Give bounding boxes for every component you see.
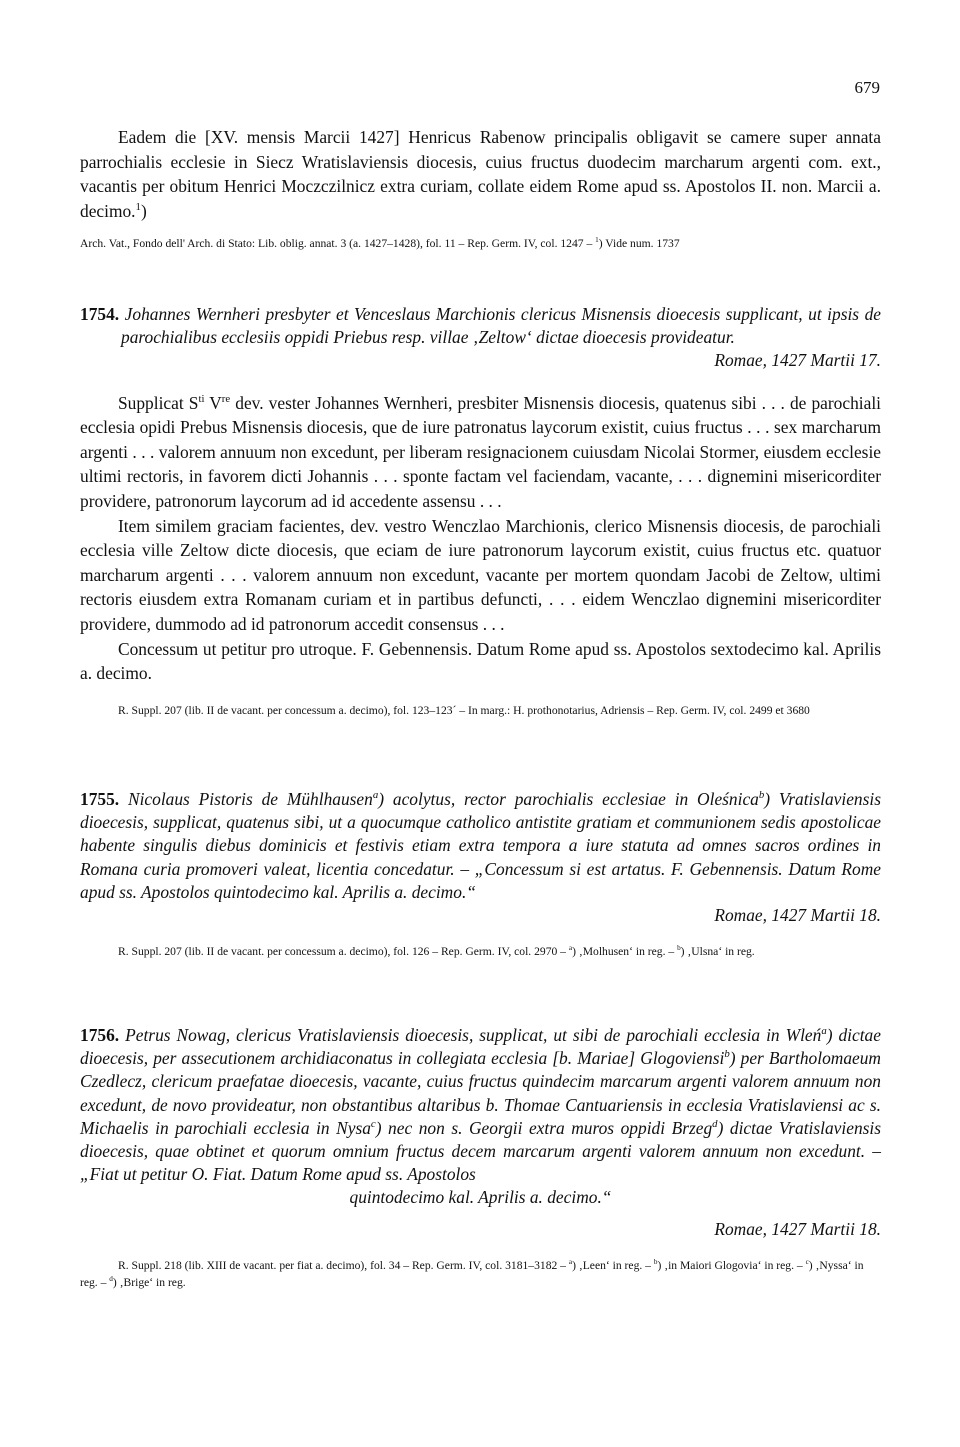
page-number: 679 xyxy=(854,78,880,97)
text-segment: ) ‚in Maiori Glogovia‘ in reg. – xyxy=(657,1258,806,1272)
footnote-marker: d xyxy=(712,1118,718,1131)
text-segment: dev. vester Johannes Wernheri, presbiter Misnensis diocesis, quatenus sibi . . . de parochiali ecclesia opidi Prebus Misnensis diocesis, que de iure patronatus laycorum existit, cuius fructus . . . sex marcharum argenti . . . valorem annuum non excedunt, per liberam resignacionem cuiusdam Nicolai Stormer, eiusdem ecclesie ultimi rectoris, in favorem dicti Johannis . . . sponte factam vel faciendam, vacante, . . . dignemini misericorditer providere, patronorum laycorum ad id accedente assensu . . . xyxy=(80,392,881,511)
entry-date: Romae, 1427 Martii 18. xyxy=(714,905,881,926)
entry-date: Romae, 1427 Martii 17. xyxy=(714,350,881,371)
footnote-marker: b xyxy=(758,789,765,802)
entry-footnote xyxy=(80,1257,881,1291)
entry-summary: Johannes Wernheri presbyter et Venceslaus Marchionis clericus Misnensis dioecesis supplicant, ut ipsis de parochialibus ecclesiis oppidi Priebus resp. villae ‚Zeltow‘ dictae dioecesis provideatur. xyxy=(121,304,881,348)
footnote-marker: 1 xyxy=(595,236,599,245)
footnote-marker: b xyxy=(677,944,681,953)
text-segment: R. Suppl. 207 (lib. II de vacant. per concessum a. decimo), fol. 126 – Rep. Germ. IV, col. 2970 – xyxy=(118,945,569,959)
footnote-marker: a xyxy=(568,1257,573,1266)
footnote-marker: a xyxy=(372,789,379,802)
superscript: ti xyxy=(198,392,205,405)
intro-footnote xyxy=(80,235,881,252)
text-segment: ) dictae Vratislaviensis dioecesis, quae obtinet et quorum omnium fructus decem marcarum argenti valorem annuum non excedunt. – „Fiat ut petitur O. Fiat. Datum Rome apud ss. Apostolos xyxy=(80,1117,882,1185)
text-segment: V xyxy=(204,392,222,413)
note-text: Arch. Vat., Fondo dell' Arch. di Stato: Lib. oblig. annat. 3 (a. 1427–1428), fol. 11 – Rep. Germ. IV, col. 1247 – xyxy=(80,237,596,251)
supplication-paragraph xyxy=(80,391,881,514)
text-segment: ) nec non s. Georgii extra muros oppidi Brzeg xyxy=(375,1117,713,1138)
text-segment: ) dictae dioecesis, per assecutionem archidiaconatus in collegiata ecclesia [b. Mariae] Glogoviensi xyxy=(80,1025,881,1069)
superscript: re xyxy=(221,392,231,405)
second-grace-paragraph: Item similem graciam facientes, dev. vestro Wenczlao Marchionis, clerico Misnensis diocesis, de parochiali ecclesia ville Zeltow dicte diocesis, que eciam de iure patronorum laycorum existit, cuius fructus etc. quatuor marcharum argenti . . . valorem annuum non excedunt, vacante per mortem quondam Jacobi de Zeltow, ultimi rectoris eiusdem extra Romanam curiam et in partibus defuncti, . . . eidem Wenczlao dignemini misericorditer providere, dummodo ad id patronorum accedit consensus . . . xyxy=(80,515,881,634)
entry-date: Romae, 1427 Martii 18. xyxy=(714,1218,881,1239)
entry-heading xyxy=(80,1024,881,1186)
text-segment: ) ‚Ulsna‘ in reg. xyxy=(680,945,755,959)
text-segment: ) ‚Molhusen‘ in reg. – xyxy=(572,945,678,959)
text-segment: Petrus Nowag, clericus Vratislaviensis dioecesis, supplicat, ut sibi de parochiali ecclesia in Wleń xyxy=(125,1025,822,1045)
footnote-marker: b xyxy=(724,1048,730,1061)
text-segment: ) ‚Nyssa‘ in reg. – xyxy=(80,1258,864,1289)
text-segment: R. Suppl. 218 (lib. XIII de vacant. per fiat a. decimo), fol. 34 – Rep. Germ. IV, col. 3181–3182 – xyxy=(118,1258,569,1272)
text-segment: Nicolaus Pistoris de Mühlhausen xyxy=(127,789,373,809)
text-segment: Supplicat S xyxy=(118,392,199,413)
entry-heading xyxy=(80,788,881,904)
footnote-marker: a xyxy=(821,1025,827,1038)
note-text-end: ) Vide num. 1737 xyxy=(598,237,680,251)
entry-number: 1754. xyxy=(80,304,120,324)
text-segment: ) ‚Leen‘ in reg. – xyxy=(572,1258,654,1272)
footnote-marker: d xyxy=(109,1274,113,1283)
entry-1755 xyxy=(80,788,881,960)
text-segment: ) ‚Brige‘ in reg. xyxy=(112,1275,186,1289)
footnote-marker: b xyxy=(653,1257,658,1266)
intro-text: Eadem die [XV. mensis Marcii 1427] Henricus Rabenow principalis obligavit se camere super annata parrochialis ecclesie in Siecz Wratislaviensis diocesis, cuius fructus duodecim marcharum argenti com. ext., vacantis per obitum Henrici Moczczilnicz extra curiam, collate eidem Rome apud ss. Apostolos II. non. Marcii a. decimo. xyxy=(80,127,881,221)
footnote-marker: c xyxy=(370,1118,376,1131)
intro-paragraph xyxy=(80,125,881,223)
intro-entry xyxy=(80,125,881,252)
footnote-marker: 1 xyxy=(135,200,141,213)
text-segment: ) per Bartholomaeum Czedlecz, clericum praefatae dioecesis, vacante, cuius fructus quindecim marcarum argenti valorem annuum non excedunt, de novo provideatur, non obstantibus altaribus b. Thomae Cantuariensis in ecclesia Vratislaviensi ac s. Michaelis in parochiali ecclesia in Nysa xyxy=(80,1048,881,1138)
entry-heading xyxy=(80,303,881,349)
entry-number: 1756. xyxy=(80,1025,120,1045)
heading-last-line: quintodecimo kal. Aprilis a. decimo.“ xyxy=(349,1187,612,1208)
entry-1754 xyxy=(80,303,881,719)
text-segment: ) acolytus, rector parochialis ecclesiae in Oleśnica xyxy=(378,789,759,809)
entry-number: 1755. xyxy=(80,789,120,809)
footnote-marker: c xyxy=(805,1257,809,1266)
text-segment: ) Vratislaviensis dioecesis, supplicat, quatenus sibi, ut a quocumque catholico antistite gratiam et communionem sedis apostolicae habente singulis diebus dominicis et festivis etiam extra tempora a iure statuta ad omnes sacros ordines in Romana curia promoveri valeat, licentia concedatur. – „Concessum si est artatus. F. Gebennensis. Datum Rome apud ss. Apostolos quintodecimo kal. Aprilis a. decimo.“ xyxy=(80,789,881,902)
entry-1756 xyxy=(80,1024,881,1291)
entry-footnote xyxy=(80,943,881,960)
entry-footnote: R. Suppl. 207 (lib. II de vacant. per concessum a. decimo), fol. 123–123´ – In marg.: H. prothonotarius, Adriensis – Rep. Germ. IV, col. 2499 et 3680 xyxy=(118,703,810,717)
footnote-marker: a xyxy=(568,944,573,953)
concession-paragraph: Concessum ut petitur pro utroque. F. Gebennensis. Datum Rome apud ss. Apostolos sextodecimo kal. Aprilis a. decimo. xyxy=(80,638,881,684)
intro-text-end: ) xyxy=(140,200,147,221)
